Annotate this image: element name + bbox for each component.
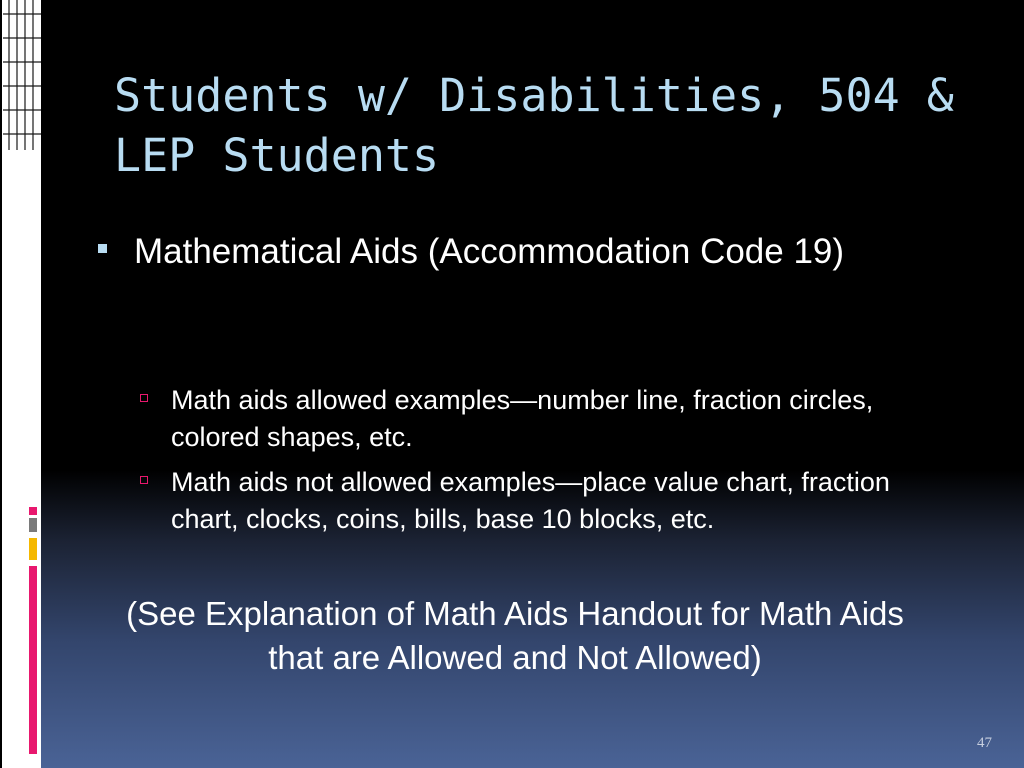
handout-note: (See Explanation of Math Aids Handout for Math Aids that are Allowed and Not Allowed) <box>126 595 904 676</box>
accent-block-pink-small <box>29 507 37 515</box>
hollow-square-bullet-icon <box>140 476 148 484</box>
page-number: 47 <box>977 735 992 751</box>
left-rail <box>0 0 2 768</box>
accent-block-gray <box>29 518 37 532</box>
accent-block-pink-tall <box>29 566 37 754</box>
left-decorative-strip <box>0 0 41 768</box>
hollow-square-bullet-icon <box>140 394 148 402</box>
main-bullet <box>98 226 918 277</box>
sub-bullet-allowed <box>138 382 938 456</box>
square-bullet-icon <box>98 244 107 253</box>
sub-bullet-text: Math aids allowed examples—number line, fraction circles, colored shapes, etc. <box>171 385 874 452</box>
sub-bullet-not-allowed <box>138 464 938 538</box>
main-bullet-text: Mathematical Aids (Accommodation Code 19) <box>134 232 845 271</box>
slide-title: Students w/ Disabilities, 504 & LEP Students <box>114 69 954 182</box>
accent-block-yellow <box>29 538 37 560</box>
sub-bullet-text: Math aids not allowed examples—place value chart, fraction chart, clocks, coins, bills, base 10 blocks, etc. <box>171 467 890 534</box>
decorative-lines <box>3 0 41 150</box>
